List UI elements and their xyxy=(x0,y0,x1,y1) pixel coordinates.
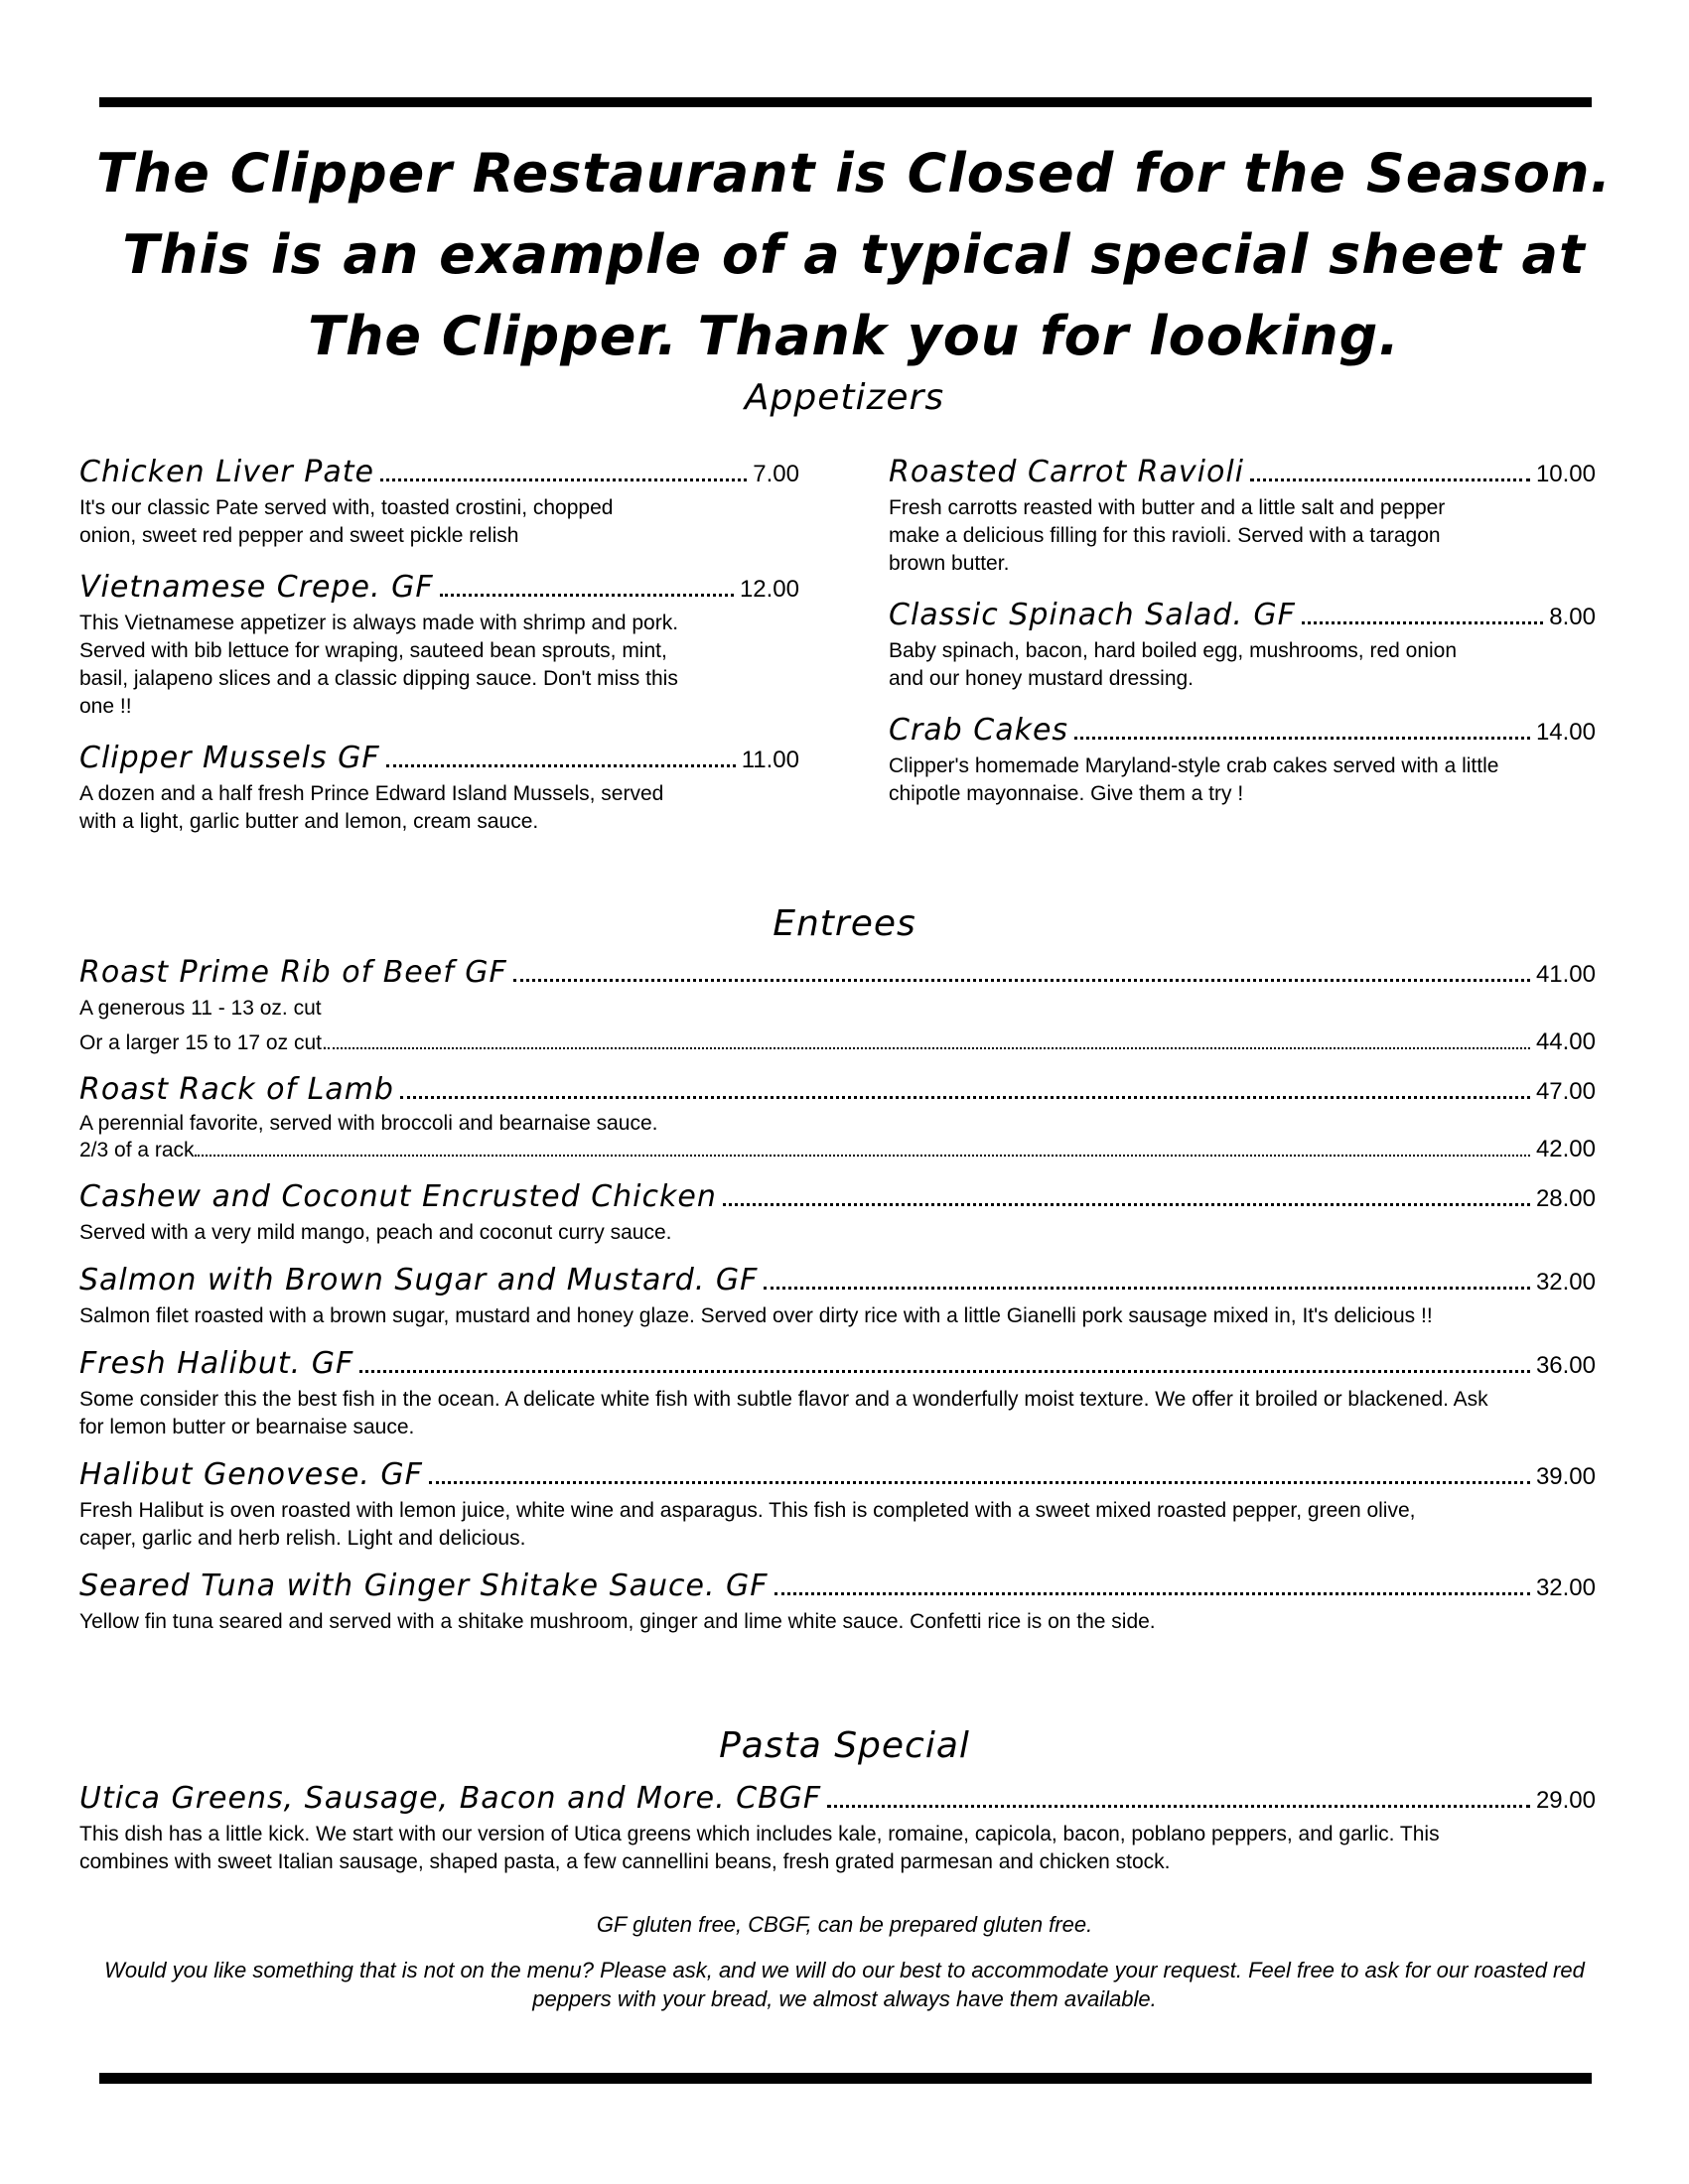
item-description: A generous 11 - 13 oz. cut xyxy=(79,997,322,1020)
item-price: 14.00 xyxy=(1535,719,1596,746)
dot-leader xyxy=(400,1095,1530,1099)
item-description: This Vietnamese appetizer is always made with shrimp and pork. Served with bib lettuce for wraping, sauteed bean sprouts, mint, basil, jalapeno slices and a classic dipping sauce. Don't miss this one !! xyxy=(79,612,679,718)
dot-leader xyxy=(195,1154,1530,1157)
item-price: 11.00 xyxy=(741,747,799,773)
dot-leader xyxy=(440,593,734,597)
item-name: Roast Rack of Lamb xyxy=(79,1072,394,1107)
item-description: Fresh carrotts reasted with butter and a little salt and pepper make a delicious filling for this ravioli. Served with a taragon brown butter. xyxy=(889,496,1446,575)
item-description: This dish has a little kick. We start with our version of Utica greens which includes kale, romaine, capicola, bacon, poblano peppers, and garlic. This combines with sweet Italian sausage, shaped pasta, a few cannellini beans, fresh grated parmesan and chicken stock. xyxy=(79,1823,1440,1873)
dot-leader xyxy=(1074,736,1530,740)
item-name: Salmon with Brown Sugar and Mustard. GF xyxy=(79,1263,759,1297)
dot-leader xyxy=(386,763,736,767)
bottom-divider-rule xyxy=(99,2073,1592,2084)
menu-item xyxy=(79,1344,1596,1441)
section-title-entrees: Entrees xyxy=(773,903,916,944)
pasta-list xyxy=(79,1779,1596,1876)
dot-leader xyxy=(1302,620,1543,624)
item-name: Halibut Genovese. GF xyxy=(79,1457,423,1492)
item-description: Baby spinach, bacon, hard boiled egg, mushrooms, red onion and our honey mustard dressing. xyxy=(889,639,1458,690)
dot-leader xyxy=(359,1369,1530,1373)
menu-item xyxy=(79,1455,1596,1553)
item-name: Fresh Halibut. GF xyxy=(79,1346,354,1381)
item-option-row xyxy=(79,1028,1596,1056)
item-name: Classic Spinach Salad. GF xyxy=(889,598,1296,632)
appetizers-left-column xyxy=(79,453,799,836)
item-description: Yellow fin tuna seared and served with a shitake mushroom, ginger and lime white sauce. Confetti rice is on the side. xyxy=(79,1610,1156,1633)
item-name: Vietnamese Crepe. GF xyxy=(79,570,434,605)
item-description: Served with a very mild mango, peach and coconut curry sauce. xyxy=(79,1221,672,1244)
section-title-appetizers: Appetizers xyxy=(744,377,945,418)
menu-item xyxy=(79,453,799,550)
closing-note: Would you like something that is not on the menu? Please ask, and we will do our best to accommodate your request. Feel free to ask for our roasted red peppers with your bread, we almost always have them available. xyxy=(104,1958,1585,2011)
dot-leader xyxy=(827,1804,1530,1808)
option-price: 44.00 xyxy=(1535,1028,1596,1055)
item-description: Some consider this the best fish in the ocean. A delicate white fish with subtle flavor and a wonderfully moist texture. We offer it broiled or blackened. Ask for lemon butter or bearnaise sauce. xyxy=(79,1388,1488,1438)
item-price: 41.00 xyxy=(1535,961,1596,988)
gluten-free-footnote: GF gluten free, CBGF, can be prepared gluten free. xyxy=(596,1912,1093,1937)
menu-item xyxy=(79,1177,1596,1247)
item-price: 10.00 xyxy=(1535,461,1596,487)
item-name: Utica Greens, Sausage, Bacon and More. CBGF xyxy=(79,1781,822,1816)
item-name: Cashew and Coconut Encrusted Chicken xyxy=(79,1179,717,1214)
item-name: Chicken Liver Pate xyxy=(79,455,374,489)
dot-leader xyxy=(380,478,747,481)
dot-leader xyxy=(764,1286,1530,1290)
appetizers-right-column xyxy=(889,453,1596,808)
page-headline: The Clipper Restaurant is Closed for the Season. This is an example of a typical special sheet at The Clipper. Thank you for looking. xyxy=(96,142,1612,367)
item-price: 39.00 xyxy=(1535,1463,1596,1490)
item-price: 8.00 xyxy=(1549,604,1596,630)
item-price: 28.00 xyxy=(1535,1185,1596,1212)
item-price: 29.00 xyxy=(1535,1787,1596,1814)
item-name: Crab Cakes xyxy=(889,713,1069,748)
item-name: Roast Prime Rib of Beef GF xyxy=(79,955,507,990)
option-label: Or a larger 15 to 17 oz cut. xyxy=(79,1031,328,1054)
menu-item xyxy=(79,568,799,721)
top-divider-rule xyxy=(99,97,1592,107)
menu-item xyxy=(889,453,1596,578)
dot-leader xyxy=(723,1202,1530,1206)
item-name: Roasted Carrot Ravioli xyxy=(889,455,1245,489)
dot-leader xyxy=(328,1046,1530,1049)
dot-leader xyxy=(1250,478,1530,481)
item-description: It's our classic Pate served with, toasted crostini, chopped onion, sweet red pepper and sweet pickle relish xyxy=(79,496,614,547)
option-price: 42.00 xyxy=(1535,1136,1596,1162)
menu-item xyxy=(79,1261,1596,1330)
entrees-list xyxy=(79,953,1596,1636)
item-price: 47.00 xyxy=(1535,1078,1596,1105)
menu-item xyxy=(79,1070,1596,1163)
item-name: Seared Tuna with Ginger Shitake Sauce. GF xyxy=(79,1569,769,1603)
item-option-row xyxy=(79,1136,1596,1163)
menu-item xyxy=(79,1567,1596,1636)
item-price: 36.00 xyxy=(1535,1352,1596,1379)
item-price: 32.00 xyxy=(1535,1574,1596,1601)
dot-leader xyxy=(429,1480,1530,1484)
item-name: Clipper Mussels GF xyxy=(79,741,380,775)
menu-item xyxy=(79,1779,1596,1876)
item-description: A perennial favorite, served with broccoli and bearnaise sauce. xyxy=(79,1112,658,1135)
section-title-pasta-special: Pasta Special xyxy=(719,1725,970,1766)
item-description: A dozen and a half fresh Prince Edward Island Mussels, served with a light, garlic butter and lemon, cream sauce. xyxy=(79,782,664,833)
option-label: 2/3 of a rack xyxy=(79,1139,195,1161)
menu-item xyxy=(79,739,799,836)
item-price: 32.00 xyxy=(1535,1269,1596,1296)
item-price: 7.00 xyxy=(753,461,799,487)
menu-item xyxy=(889,596,1596,693)
item-price: 12.00 xyxy=(739,576,799,603)
item-description: Clipper's homemade Maryland-style crab cakes served with a little chipotle mayonnaise. Give them a try ! xyxy=(889,754,1499,805)
menu-item xyxy=(889,711,1596,808)
dot-leader xyxy=(513,978,1530,982)
menu-item xyxy=(79,953,1596,1056)
item-description: Salmon filet roasted with a brown sugar, mustard and honey glaze. Served over dirty rice with a little Gianelli pork sausage mixed in, It's delicious !! xyxy=(79,1304,1433,1327)
dot-leader xyxy=(774,1591,1530,1595)
item-description: Fresh Halibut is oven roasted with lemon juice, white wine and asparagus. This fish is completed with a sweet mixed roasted pepper, green olive, caper, garlic and herb relish. Light and delicious. xyxy=(79,1499,1416,1550)
